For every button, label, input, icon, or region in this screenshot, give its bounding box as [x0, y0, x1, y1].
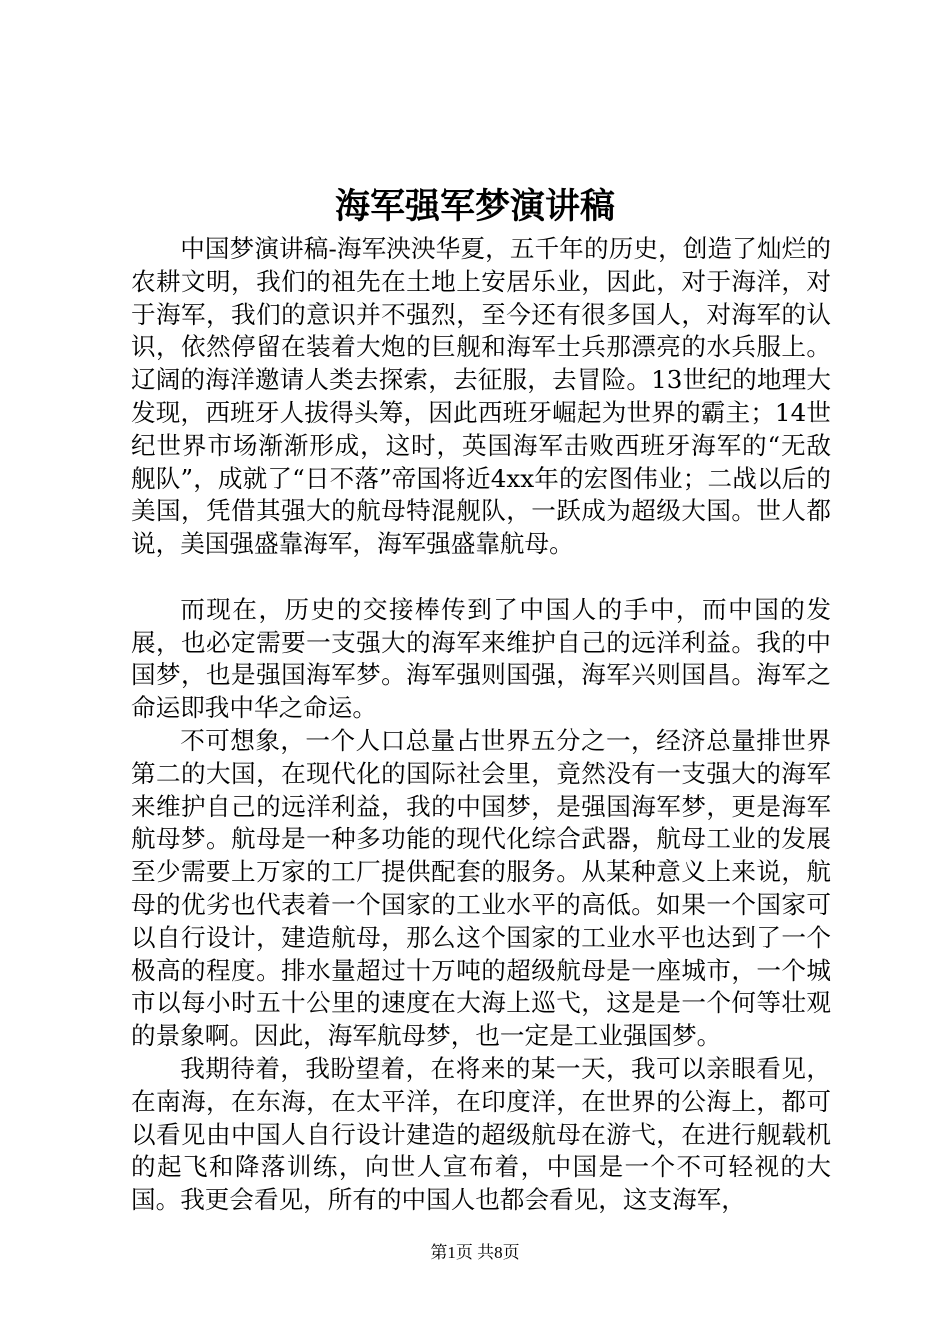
paragraph-4: 我期待着，我盼望着，在将来的某一天，我可以亲眼看见，在南海，在东海，在太平洋，在印度洋，在世界的公海上，都可以看见由中国人自行设计建造的超级航母在游弋，在进行舰载机的起飞和降落训练，向世人宣布着，中国是一个不可轻视的大国。我更会看见，所有的中国人也都会看见，这支海军， — [131, 1053, 831, 1215]
page-footer: 第1页 共8页 — [430, 1243, 520, 1262]
document-body — [131, 233, 831, 1217]
paragraph-1: 中国梦演讲稿-海军泱泱华夏，五千年的历史，创造了灿烂的农耕文明，我们的祖先在土地上安居乐业，因此，对于海洋，对于海军，我们的意识并不强烈，至今还有很多国人，对海军的认识，依然停留在装着大炮的巨舰和海军士兵那漂亮的水兵服上。辽阔的海洋邀请人类去探索，去征服，去冒险。13世纪的地理大发现，西班牙人拔得头筹，因此西班牙崛起为世界的霸主；14世纪世界市场渐渐形成，这时，英国海军击败西班牙海军的“无敌舰队”，成就了“日不落”帝国将近4xx年的宏图伟业；二战以后的美国，凭借其强大的航母特混舰队，一跃成为超级大国。世人都说，美国强盛靠海军，海军强盛靠航母。 — [131, 234, 831, 559]
paragraph-3: 不可想象，一个人口总量占世界五分之一，经济总量排世界第二的大国，在现代化的国际社会里，竟然没有一支强大的海军来维护自己的远洋利益，我的中国梦，是强国海军梦，更是海军航母梦。航母是一种多功能的现代化综合武器，航母工业的发展至少需要上万家的工厂提供配套的服务。从某种意义上来说，航母的优劣也代表着一个国家的工业水平的高低。如果一个国家可以自行设计，建造航母，那么这个国家的工业水平也达到了一个极高的程度。排水量超过十万吨的超级航母是一座城市，一个城市以每小时五十公里的速度在大海上巡弋，这是是一个何等壮观的景象啊。因此，海军航母梦，也一定是工业强国梦。 — [131, 725, 831, 1051]
paragraph-2: 而现在，历史的交接棒传到了中国人的手中，而中国的发展，也必定需要一支强大的海军来维护自己的远洋利益。我的中国梦，也是强国海军梦。海军强则国强，海军兴则国昌。海军之命运即我中华之命运。 — [131, 594, 831, 723]
document-title: 海军强军梦演讲稿 — [334, 186, 615, 227]
